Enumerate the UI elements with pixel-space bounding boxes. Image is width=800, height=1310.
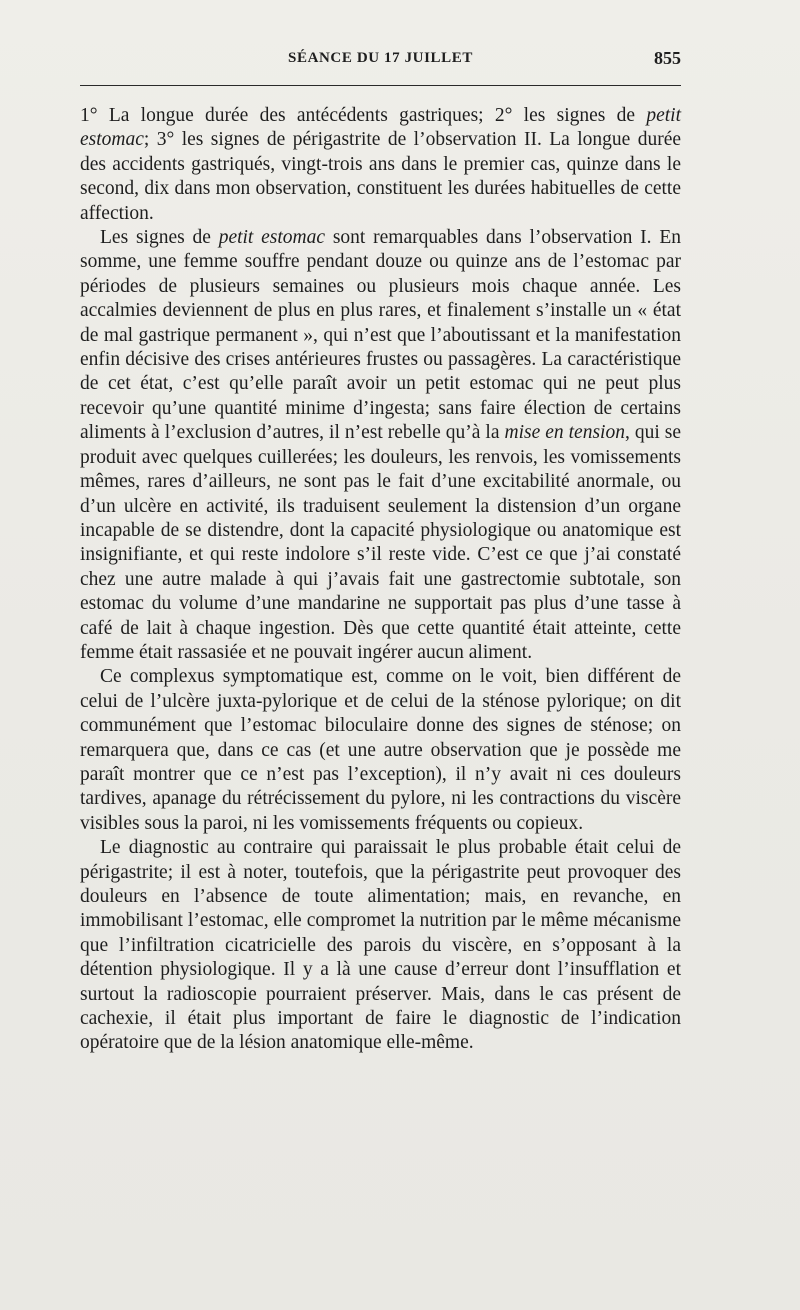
paragraph — [80, 836, 681, 1056]
italic-text: mise en tension — [504, 422, 625, 444]
paragraph — [80, 665, 681, 836]
page-number: 855 — [654, 48, 681, 68]
text-run: Ce complexus symptomatique est, comme on le voit, bien différent de celui de l’ulcère juxta-pylorique et de celui de la sténose pylorique; on dit communément que l’estomac biloculaire donne des signes de sténose; on remarquera que, dans ce cas (et une autre observation que je possède me paraît montrer que ce n’est pas l’exception), il n’y avait ni ces douleurs tardives, apanage du rétrécissement du pylore, ni les contractions du viscère visibles sous la paroi, ni les vomissements fréquents ou copieux. — [80, 666, 681, 834]
text-run: Le diagnostic au contraire qui paraissait le plus probable était celui de périgastrite; il est à noter, toutefois, que la périgastrite peut provoquer des douleurs en l’absence de toute alimentation; mais, en revanche, en immobilisant l’estomac, elle compromet la nutrition par le même mécanisme que l’infiltration cicatricielle des parois du viscère, en s’opposant à la détention physiologique. Il y a là une cause d’erreur dont l’insufflation et surtout la radioscopie pourraient préserver. Mais, dans le cas présent de cachexie, il était plus important de faire le diagnostic de l’indication opératoire que de la lésion anatomique elle-même. — [80, 837, 681, 1054]
italic-text: petit estomac — [218, 227, 326, 249]
text-run: Les signes de — [100, 227, 219, 249]
running-title: SÉANCE DU 17 JUILLET — [288, 50, 473, 66]
text-run: 1° La longue durée des antécédents gastriques; 2° les signes de — [80, 105, 647, 126]
italic-text: petit estomac — [80, 105, 681, 151]
page-header — [80, 50, 681, 76]
body-text — [80, 104, 681, 1056]
paragraph — [80, 104, 681, 226]
text-run: sont remarquables dans l’observation I. En somme, une femme souffre pendant douze ou quinze ans de l’estomac par périodes de plusieurs semaines ou plusieurs mois chaque année. Les accalmies deviennent de plus en plus rares, et finalement s’installe un « état de mal gastrique permanent », qui n’est que l’aboutissant et la manifestation enfin décisive des crises antérieures frustes ou passagères. La caractéristique de cet état, c’est qu’elle paraît avoir un petit estomac qui ne peut plus recevoir qu’une quantité minime d’ingesta; sans faire élection de certains aliments à l’exclusion d’autres, il n’est rebelle qu’à la — [80, 227, 682, 444]
header-rule — [80, 85, 681, 86]
paragraph — [80, 226, 681, 665]
text-run: , qui se produit avec quelques cuillerées; les douleurs, les renvois, les vomissements mêmes, rares d’ailleurs, ne sont pas le fait d’une excitabilité anormale, ou d’un ulcère en activité, ils traduisent seulement la distension d’un organe incapable de se distendre, dont la capacité physiologique ou anatomique est insignifiante, et qui reste indolore s’il reste vide. C’est ce que j’ai constaté chez une autre malade à qui j’avais fait une gastrectomie subtotale, son estomac du volume d’une mandarine ne supportait pas plus d’une tasse à café de lait à chaque ingestion. Dès que cette quantité était atteinte, cette femme était rassasiée et ne pouvait ingérer aucun aliment. — [80, 422, 681, 663]
text-run: ; 3° les signes de périgastrite de l’observation II. La longue durée des accidents gastriqués, vingt-trois ans dans le premier cas, quinze dans le second, dix dans mon observation, constituent les durées habituelles de cette affection. — [80, 129, 681, 224]
